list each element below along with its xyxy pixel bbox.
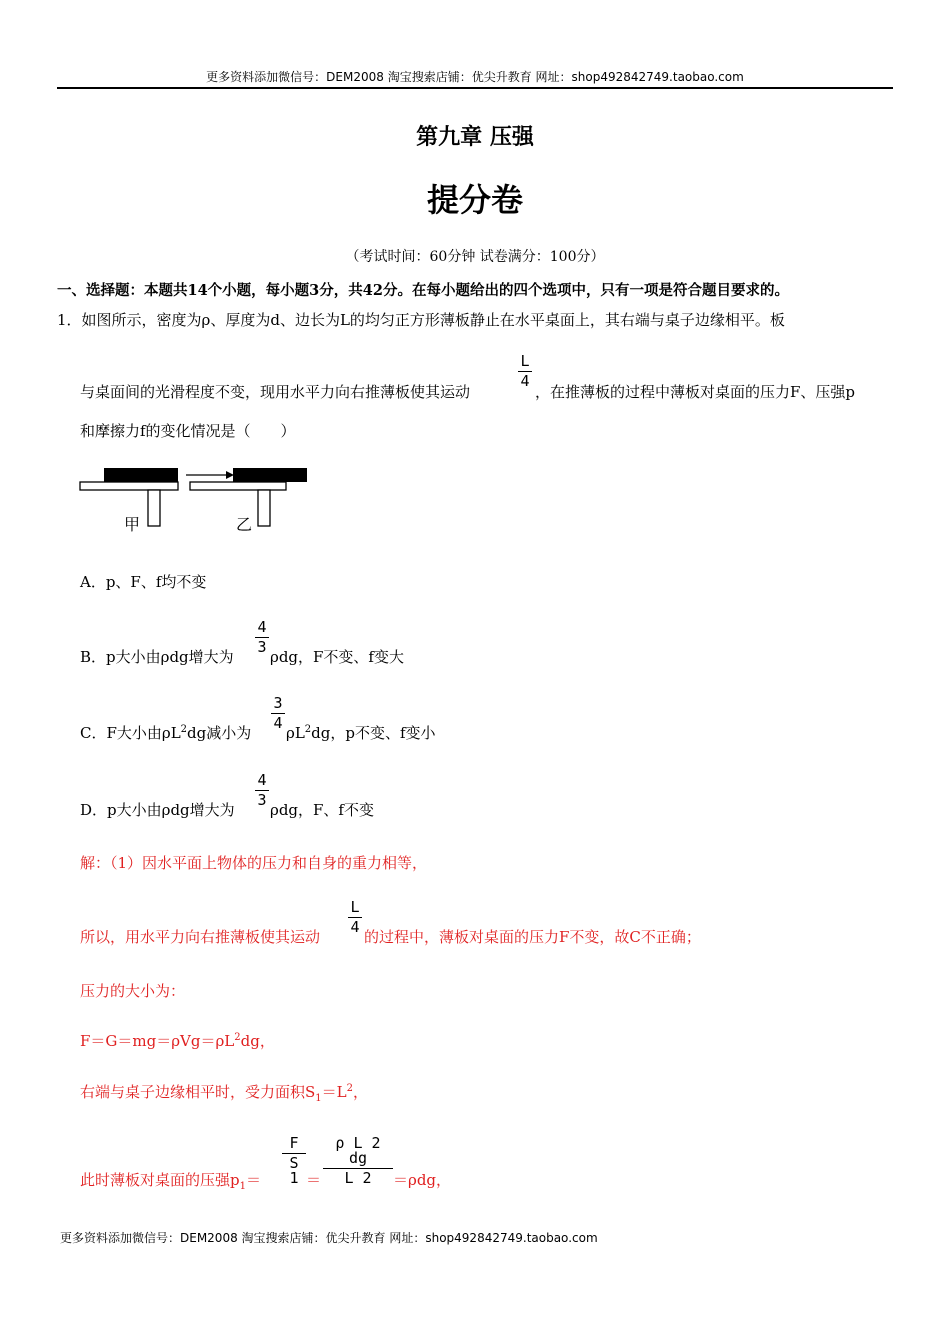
table-top-left [80,482,178,490]
page-footer: 更多资料添加微信号：DEM2008 淘宝搜索店铺：优尖升教育 网址：shop492842749.taobao.com [60,1231,598,1245]
solution-line-6a: 此时薄板对桌面的压强p [80,1171,240,1189]
question-line-2a: 与桌面间的光滑程度不变，现用水平力向右推薄板使其运动 [80,383,471,401]
fraction-denominator: 3 [257,638,267,656]
table-top-right [190,482,286,490]
solution-line-4b: dg， [240,1032,275,1050]
question-fraction [518,354,532,389]
solution-line-5b: ＝L [321,1083,347,1101]
option-a: A．p、F、f均不变 [80,573,207,591]
solution-line-1: 解：（1）因水平面上物体的压力和自身的重力相等， [80,854,428,872]
table-leg-right [258,490,270,526]
exam-info: （考试时间：60分钟 试卷满分：100分） [345,249,605,265]
solution-line-6-end: ＝ρdg， [393,1171,452,1189]
fraction-numerator: 4 [257,771,267,789]
fraction-numerator: ρ L 2 dg [335,1134,381,1167]
solution-line-5c: ， [353,1083,369,1101]
fraction-numerator: L [350,898,360,916]
fraction-denominator: 3 [257,791,267,809]
option-b-fraction [255,620,269,655]
section-heading: 一、选择题：本题共14个小题，每小题3分，共42分。在每小题给出的四个选项中，只有一项是符合题目要求的。 [57,282,789,299]
plate-left [104,468,178,482]
fraction-denominator: 4 [520,372,530,390]
fraction-numerator: F [289,1134,299,1152]
solution-line-3: 压力的大小为： [80,982,186,1000]
figure-label-left: 甲 [124,515,141,534]
option-d-pre: D．p大小由ρdg增大为 [80,801,235,819]
question-line-1: 1．如图所示，密度为ρ、厚度为d、边长为L的均匀正方形薄板静止在水平桌面上，其右端与桌子边缘相平。板 [57,311,785,329]
option-d-fraction [255,773,269,808]
fraction-denominator: S 1 [289,1154,299,1187]
figure-label-right: 乙 [236,515,253,534]
solution-line-4-sup: 2 [234,1032,241,1043]
solution-line-5 [80,1081,368,1104]
chapter-title: 第九章 压强 [416,124,534,150]
solution-line-6 [80,1169,261,1192]
question-line-3: 和摩擦力f的变化情况是（ ） [80,422,296,440]
solution-line-6-eq2: ＝ [306,1171,322,1189]
fraction-denominator: 4 [350,918,360,936]
solution-line-4a: F＝G＝mg＝ρVg＝ρL [80,1032,235,1050]
header-rule [57,87,893,89]
plate-right [233,468,307,482]
option-b-post: ρdg，F不变、f变大 [270,648,404,666]
solution-line-2b: 的过程中，薄板对桌面的压力F不变，故C不正确； [364,928,701,946]
fraction-denominator: 4 [273,714,283,732]
push-arrow-head [226,471,234,479]
solution-line-2a: 所以，用水平力向右推薄板使其运动 [80,928,321,946]
solution-fraction-f-s1 [282,1136,306,1186]
solution-line-5-sup: 2 [346,1083,353,1094]
solution-line-6-sub: 1 [239,1181,246,1192]
option-c-end: dg，p不变、f变小 [311,724,436,742]
fraction-numerator: 4 [257,618,267,636]
option-d-post: ρdg，F、f不变 [270,801,374,819]
solution-line-6-eq: ＝ [245,1171,261,1189]
option-c-sup-1: 2 [180,724,188,735]
fraction-numerator: 3 [273,694,283,712]
option-c-sup-2: 2 [304,724,312,735]
option-c-mid: dg减小为 [187,724,252,742]
question-figure [78,462,318,542]
question-line-2b: ，在推薄板的过程中薄板对桌面的压力F、压强p [535,383,856,401]
page-header: 更多资料添加微信号：DEM2008 淘宝搜索店铺：优尖升教育 网址：shop492842749.taobao.com [206,70,744,84]
solution-line-5-sub: 1 [315,1093,322,1104]
option-b-pre: B．p大小由ρdg增大为 [80,648,234,666]
option-c-mid2: ρL [286,724,305,742]
fraction-denominator: L 2 [344,1169,372,1187]
option-c [80,722,251,743]
table-leg-left [148,490,160,526]
solution-fraction-1 [348,900,362,935]
solution-fraction-rho [323,1136,393,1186]
option-c-fraction [271,696,285,731]
option-c-post [286,722,436,743]
fraction-numerator: L [520,352,530,370]
doc-title: 提分卷 [426,181,523,219]
solution-line-5a: 右端与桌子边缘相平时，受力面积S [80,1083,316,1101]
solution-line-4 [80,1030,275,1051]
option-c-pre: C．F大小由ρL [80,724,181,742]
